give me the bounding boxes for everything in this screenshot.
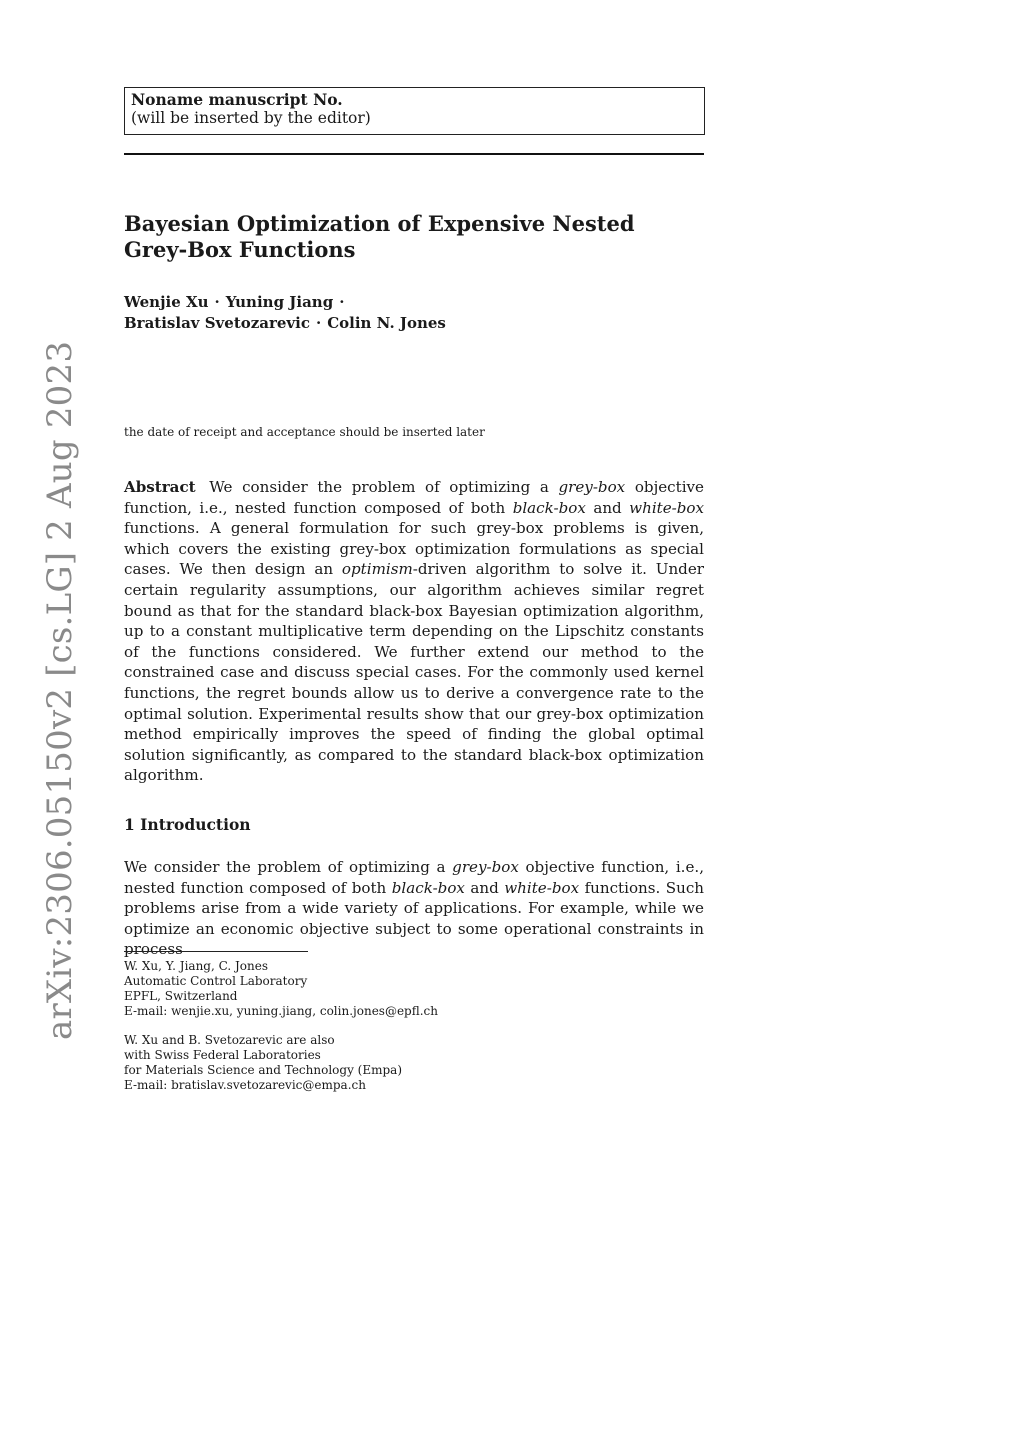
footnote-affiliation-1 bbox=[124, 959, 704, 1019]
abstract-text: and bbox=[585, 498, 630, 517]
author-list bbox=[124, 292, 704, 334]
abstract-emphasis: black-box bbox=[512, 498, 586, 517]
author-4: Colin N. Jones bbox=[327, 314, 446, 332]
title-line-2: Grey-Box Functions bbox=[124, 237, 356, 262]
manuscript-label: Noname manuscript No. bbox=[131, 90, 343, 109]
footnote-line: for Materials Science and Technology (Empa) bbox=[124, 1063, 402, 1077]
footnote-line: E-mail: bratislav.svetozarevic@empa.ch bbox=[124, 1078, 366, 1092]
abstract-heading: Abstract bbox=[124, 478, 196, 496]
author-3: Bratislav Svetozarevic bbox=[124, 314, 310, 332]
author-separator: · bbox=[315, 314, 322, 332]
abstract-text: objective function, i.e., nested function composed of both bbox=[124, 478, 704, 517]
author-1: Wenjie Xu bbox=[124, 293, 209, 311]
footnote-line: with Swiss Federal Laboratories bbox=[124, 1048, 321, 1062]
footnote-affiliation-2 bbox=[124, 1033, 704, 1093]
intro-emphasis: grey-box bbox=[452, 858, 519, 876]
author-separator: · bbox=[339, 293, 345, 311]
section-heading-introduction: 1 Introduction bbox=[124, 815, 251, 834]
author-separator: · bbox=[214, 293, 220, 311]
intro-text: We consider the problem of optimizing a bbox=[124, 858, 453, 876]
abstract-text: functions. A general formulation for such grey-box problems is given, which covers the existing grey-box optimization formulations as special cases. We then design an bbox=[124, 519, 704, 579]
abstract-emphasis: optimism bbox=[341, 560, 413, 579]
abstract-emphasis: white-box bbox=[629, 498, 704, 517]
intro-text: functions. Such problems arise from a wide variety of applications. For example, while we optimize an economic objective subject to some operational constraints in process bbox=[124, 878, 704, 959]
abstract-emphasis: grey-box bbox=[558, 478, 626, 496]
abstract-text: We consider the problem of optimizing a bbox=[209, 478, 559, 496]
manuscript-number-box bbox=[124, 87, 705, 135]
footnote-rule bbox=[124, 951, 308, 952]
paper-title bbox=[124, 211, 704, 263]
footnote-line: Automatic Control Laboratory bbox=[124, 974, 308, 988]
intro-text: objective function, i.e., nested function composed of both bbox=[124, 858, 704, 897]
abstract bbox=[124, 477, 704, 786]
footnote-line: E-mail: wenjie.xu, yuning.jiang, colin.jones@epfl.ch bbox=[124, 1004, 439, 1018]
footnote-line: W. Xu, Y. Jiang, C. Jones bbox=[124, 959, 269, 973]
intro-emphasis: black-box bbox=[391, 878, 465, 897]
footnote-line: EPFL, Switzerland bbox=[124, 989, 238, 1003]
date-note: the date of receipt and acceptance should be inserted later bbox=[124, 425, 485, 439]
manuscript-editor-note: (will be inserted by the editor) bbox=[131, 109, 371, 127]
author-2: Yuning Jiang bbox=[225, 293, 334, 311]
title-line-1: Bayesian Optimization of Expensive Nested bbox=[124, 211, 635, 236]
abstract-text: -driven algorithm to solve it. Under certain regularity assumptions, our algorithm achieves similar regret bound as that for the standard black-box Bayesian optimization algorithm, up to a constant multiplicative term depending on the Lipschitz constants of the functions considered. We further extend our method to the constrained case and discuss special cases. For the commonly used kernel functions, the regret bounds allow us to derive a convergence rate to the optimal solution. Experimental results show that our grey-box optimization method empirically improves the speed of finding the global optimal solution significantly, as compared to the standard black-box optimization algorithm. bbox=[124, 560, 704, 785]
intro-emphasis: white-box bbox=[504, 878, 580, 897]
footnote-line: W. Xu and B. Svetozarevic are also bbox=[124, 1033, 335, 1047]
arxiv-sidebar-stamp: arXiv:2306.05150v2 [cs.LG] 2 Aug 2023 bbox=[40, 340, 80, 1040]
introduction-paragraph bbox=[124, 857, 704, 960]
header-rule bbox=[124, 153, 704, 155]
intro-text: and bbox=[464, 878, 505, 897]
